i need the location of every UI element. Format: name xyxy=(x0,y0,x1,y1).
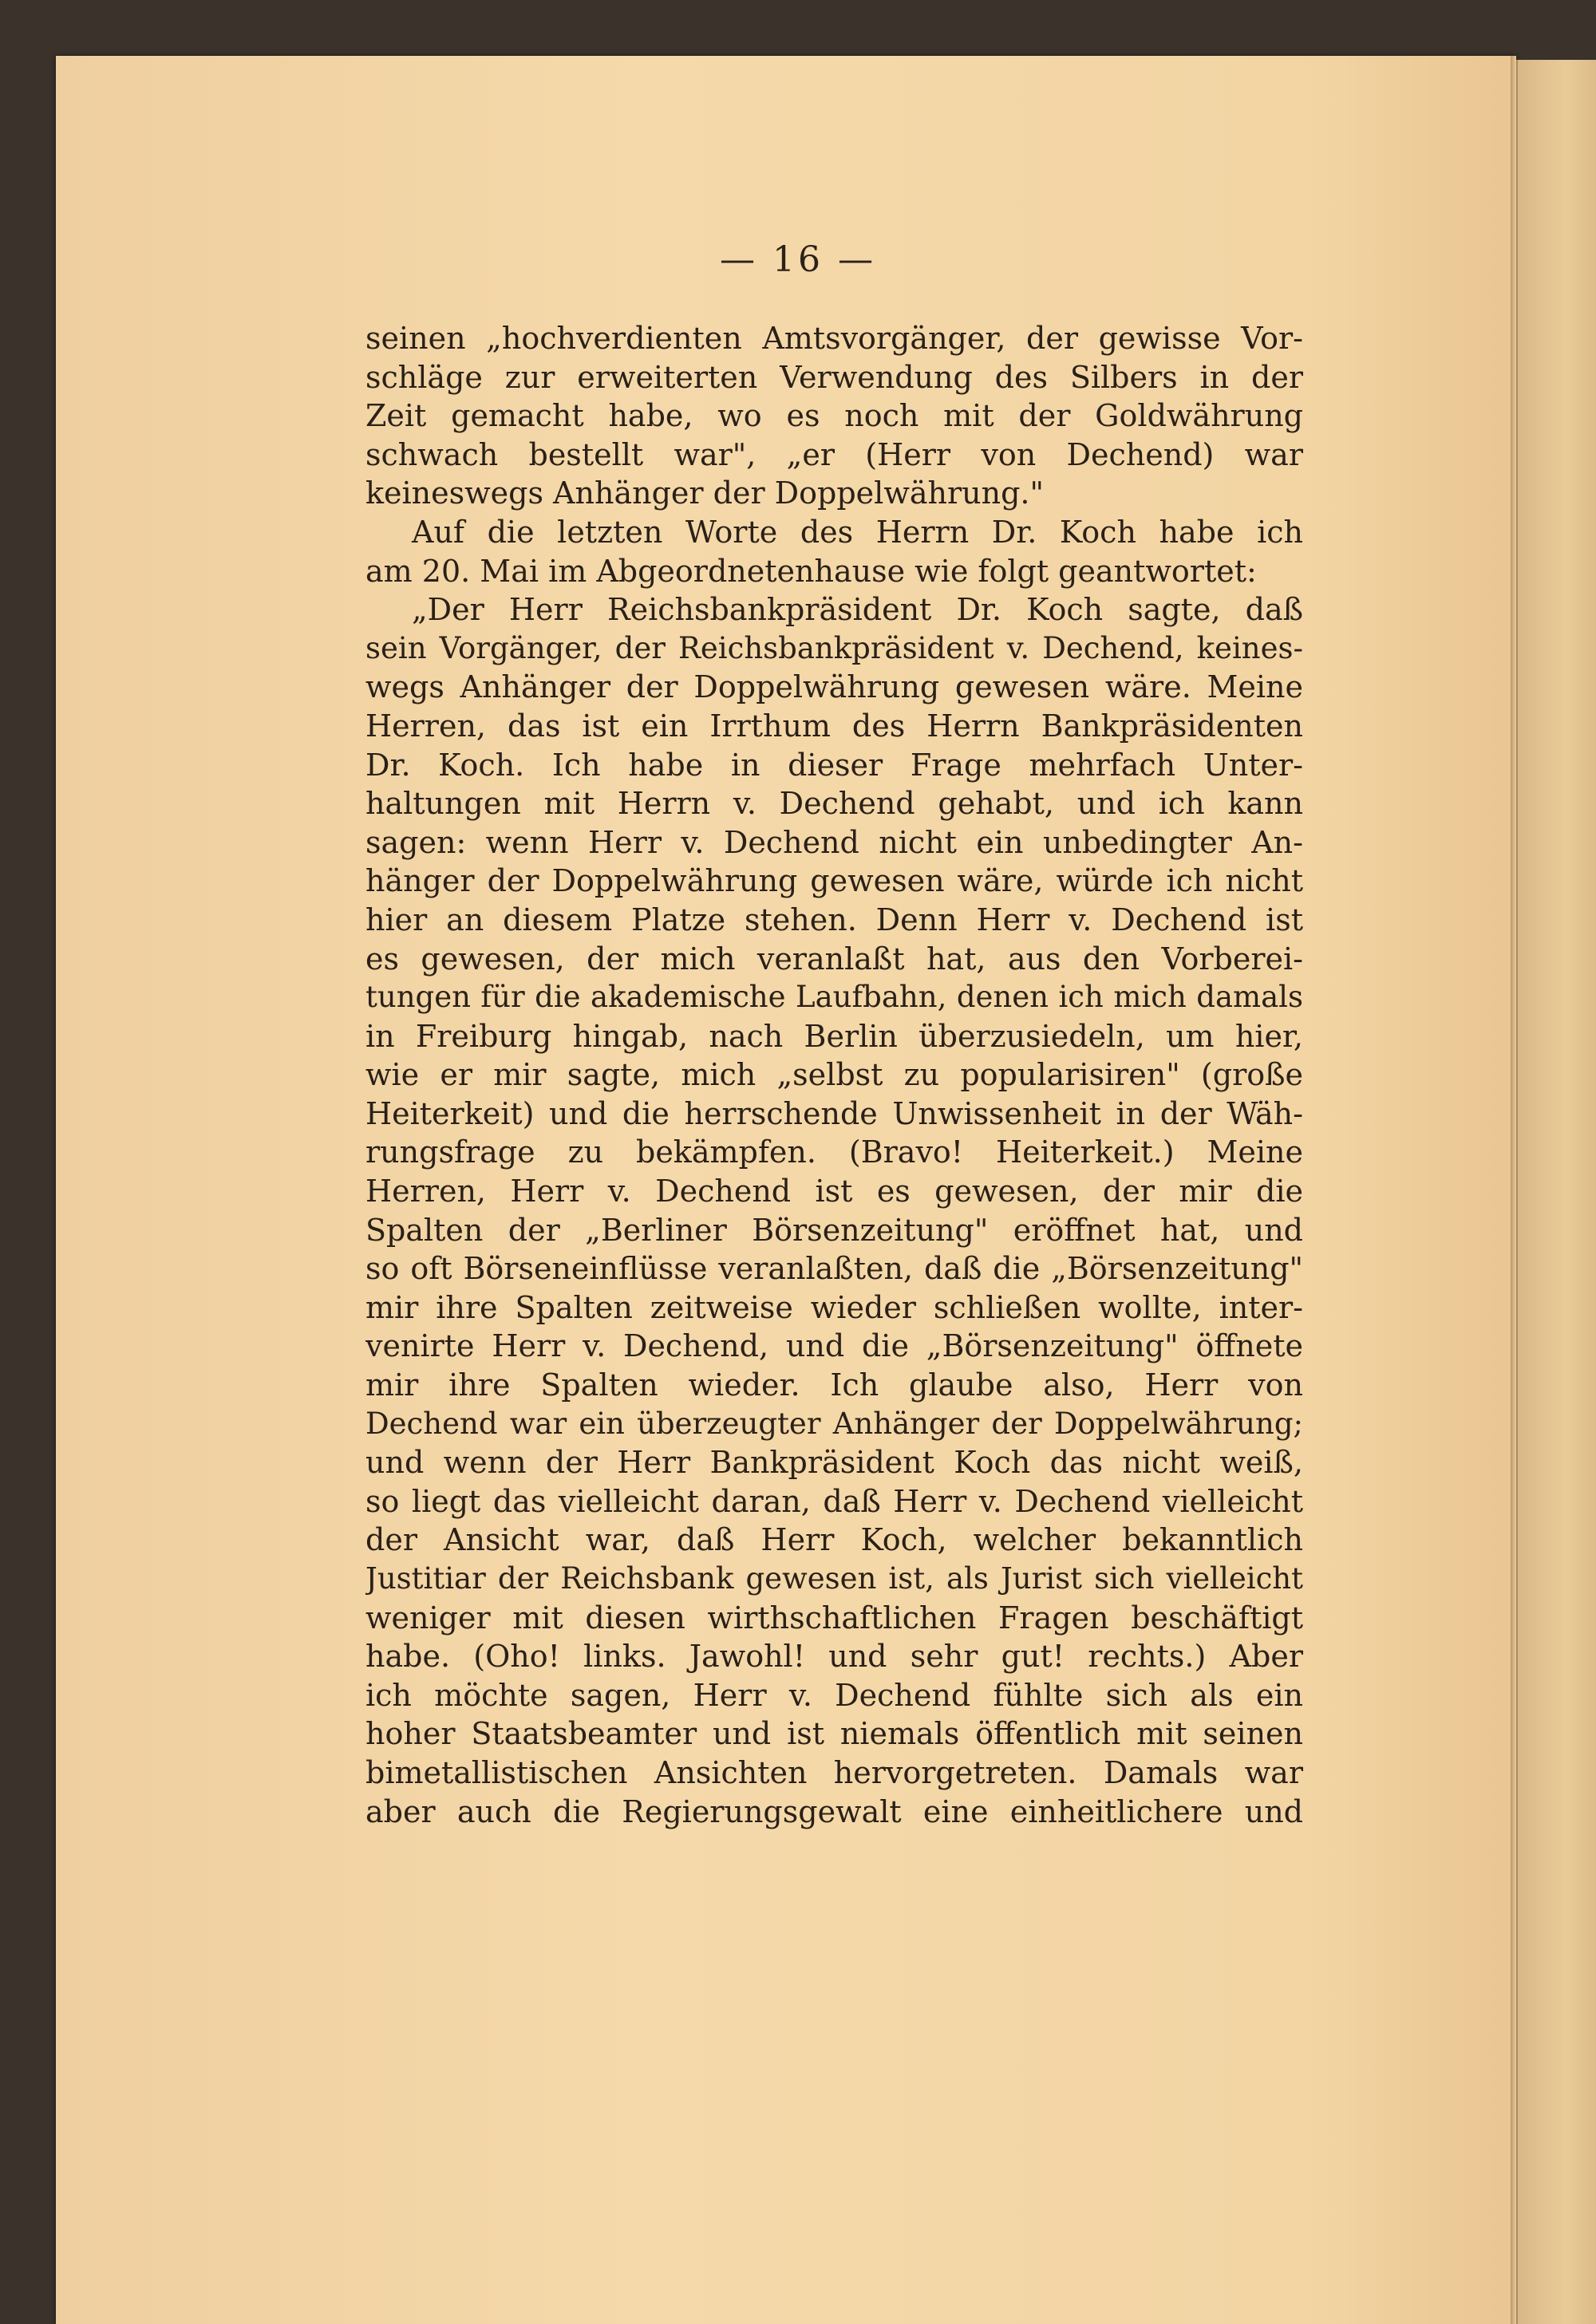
text-line: so oft Börseneinflüsse veranlaßten, daß die „Börsenzeitung" xyxy=(365,1251,1303,1287)
text-line: sagen: wenn Herr v. Dechend nicht ein unbedingter An- xyxy=(365,824,1303,860)
text-line: Zeit gemacht habe, wo es noch mit der Goldwährung xyxy=(365,398,1303,434)
text-line: Spalten der „Berliner Börsenzeitung" eröffnet hat, und xyxy=(365,1212,1303,1248)
text-line: es gewesen, der mich veranlaßt hat, aus den Vorberei- xyxy=(365,941,1303,977)
text-line: weniger mit diesen wirthschaftlichen Fragen beschäftigt xyxy=(365,1600,1303,1635)
text-line: ich möchte sagen, Herr v. Dechend fühlte sich als ein xyxy=(365,1677,1303,1713)
page-gutter xyxy=(1511,56,1515,2324)
text-line: schwach bestellt war", „er (Herr von Dechend) war xyxy=(365,436,1303,472)
text-line: schläge zur erweiterten Verwendung des Silbers in der xyxy=(365,359,1303,395)
text-line: hoher Staatsbeamter und ist niemals öffentlich mit seinen xyxy=(365,1716,1303,1752)
body-text xyxy=(365,319,1303,1867)
text-line: am 20. Mai im Abgeordnetenhause wie folgt geantwortet: xyxy=(365,553,1257,589)
text-line: so liegt das vielleicht daran, daß Herr v. Dechend vielleicht xyxy=(365,1483,1303,1519)
text-line: aber auch die Regierungsgewalt eine einheitlichere und xyxy=(365,1793,1303,1829)
next-page-edge xyxy=(1516,60,1596,2324)
text-line: bimetallistischen Ansichten hervorgetreten. Damals war xyxy=(365,1754,1303,1790)
text-line: venirte Herr v. Dechend, und die „Börsenzeitung" öffnete xyxy=(365,1328,1303,1364)
text-line: in Freiburg hingab, nach Berlin überzusiedeln, um hier, xyxy=(365,1018,1303,1054)
text-line: der Ansicht war, daß Herr Koch, welcher bekanntlich xyxy=(365,1522,1303,1558)
text-line: seinen „hochverdienten Amtsvorgänger, der gewisse Vor- xyxy=(365,321,1303,356)
text-line: Auf die letzten Worte des Herrn Dr. Koch habe ich xyxy=(412,514,1303,550)
text-line: Dechend war ein überzeugter Anhänger der Doppelwährung; xyxy=(365,1406,1303,1441)
text-line: wegs Anhänger der Doppelwährung gewesen wäre. Meine xyxy=(365,669,1303,705)
text-line: tungen für die akademische Laufbahn, denen ich mich damals xyxy=(365,980,1303,1015)
text-line: und wenn der Herr Bankpräsident Koch das nicht weiß, xyxy=(365,1445,1303,1481)
text-line: mir ihre Spalten wieder. Ich glaube also, Herr von xyxy=(365,1367,1303,1403)
text-line: mir ihre Spalten zeitweise wieder schließen wollte, inter- xyxy=(365,1289,1303,1325)
text-line: Dr. Koch. Ich habe in dieser Frage mehrfach Unter- xyxy=(365,747,1303,783)
text-line: Justitiar der Reichsbank gewesen ist, als Jurist sich vielleicht xyxy=(365,1561,1303,1596)
page-number: — 16 — xyxy=(720,239,876,280)
text-line: habe. (Oho! links. Jawohl! und sehr gut! rechts.) Aber xyxy=(365,1639,1303,1675)
text-line: Herren, das ist ein Irrthum des Herrn Bankpräsidenten xyxy=(365,708,1303,744)
text-line: wie er mir sagte, mich „selbst zu popularisiren" (große xyxy=(365,1057,1303,1093)
text-line: haltungen mit Herrn v. Dechend gehabt, und ich kann xyxy=(365,786,1303,822)
text-line: sein Vorgänger, der Reichsbankpräsident v. Dechend, keines- xyxy=(365,630,1303,665)
text-line: „Der Herr Reichsbankpräsident Dr. Koch sagte, daß xyxy=(412,592,1303,628)
text-line: hänger der Doppelwährung gewesen wäre, würde ich nicht xyxy=(365,863,1303,899)
text-line: Herren, Herr v. Dechend ist es gewesen, der mir die xyxy=(365,1174,1303,1209)
text-line: hier an diesem Platze stehen. Denn Herr v. Dechend ist xyxy=(365,902,1303,937)
text-line: Heiterkeit) und die herrschende Unwissenheit in der Wäh- xyxy=(365,1095,1303,1131)
text-line: rungsfrage zu bekämpfen. (Bravo! Heiterkeit.) Meine xyxy=(365,1134,1303,1170)
text-line: keineswegs Anhänger der Doppelwährung." xyxy=(365,475,1044,511)
